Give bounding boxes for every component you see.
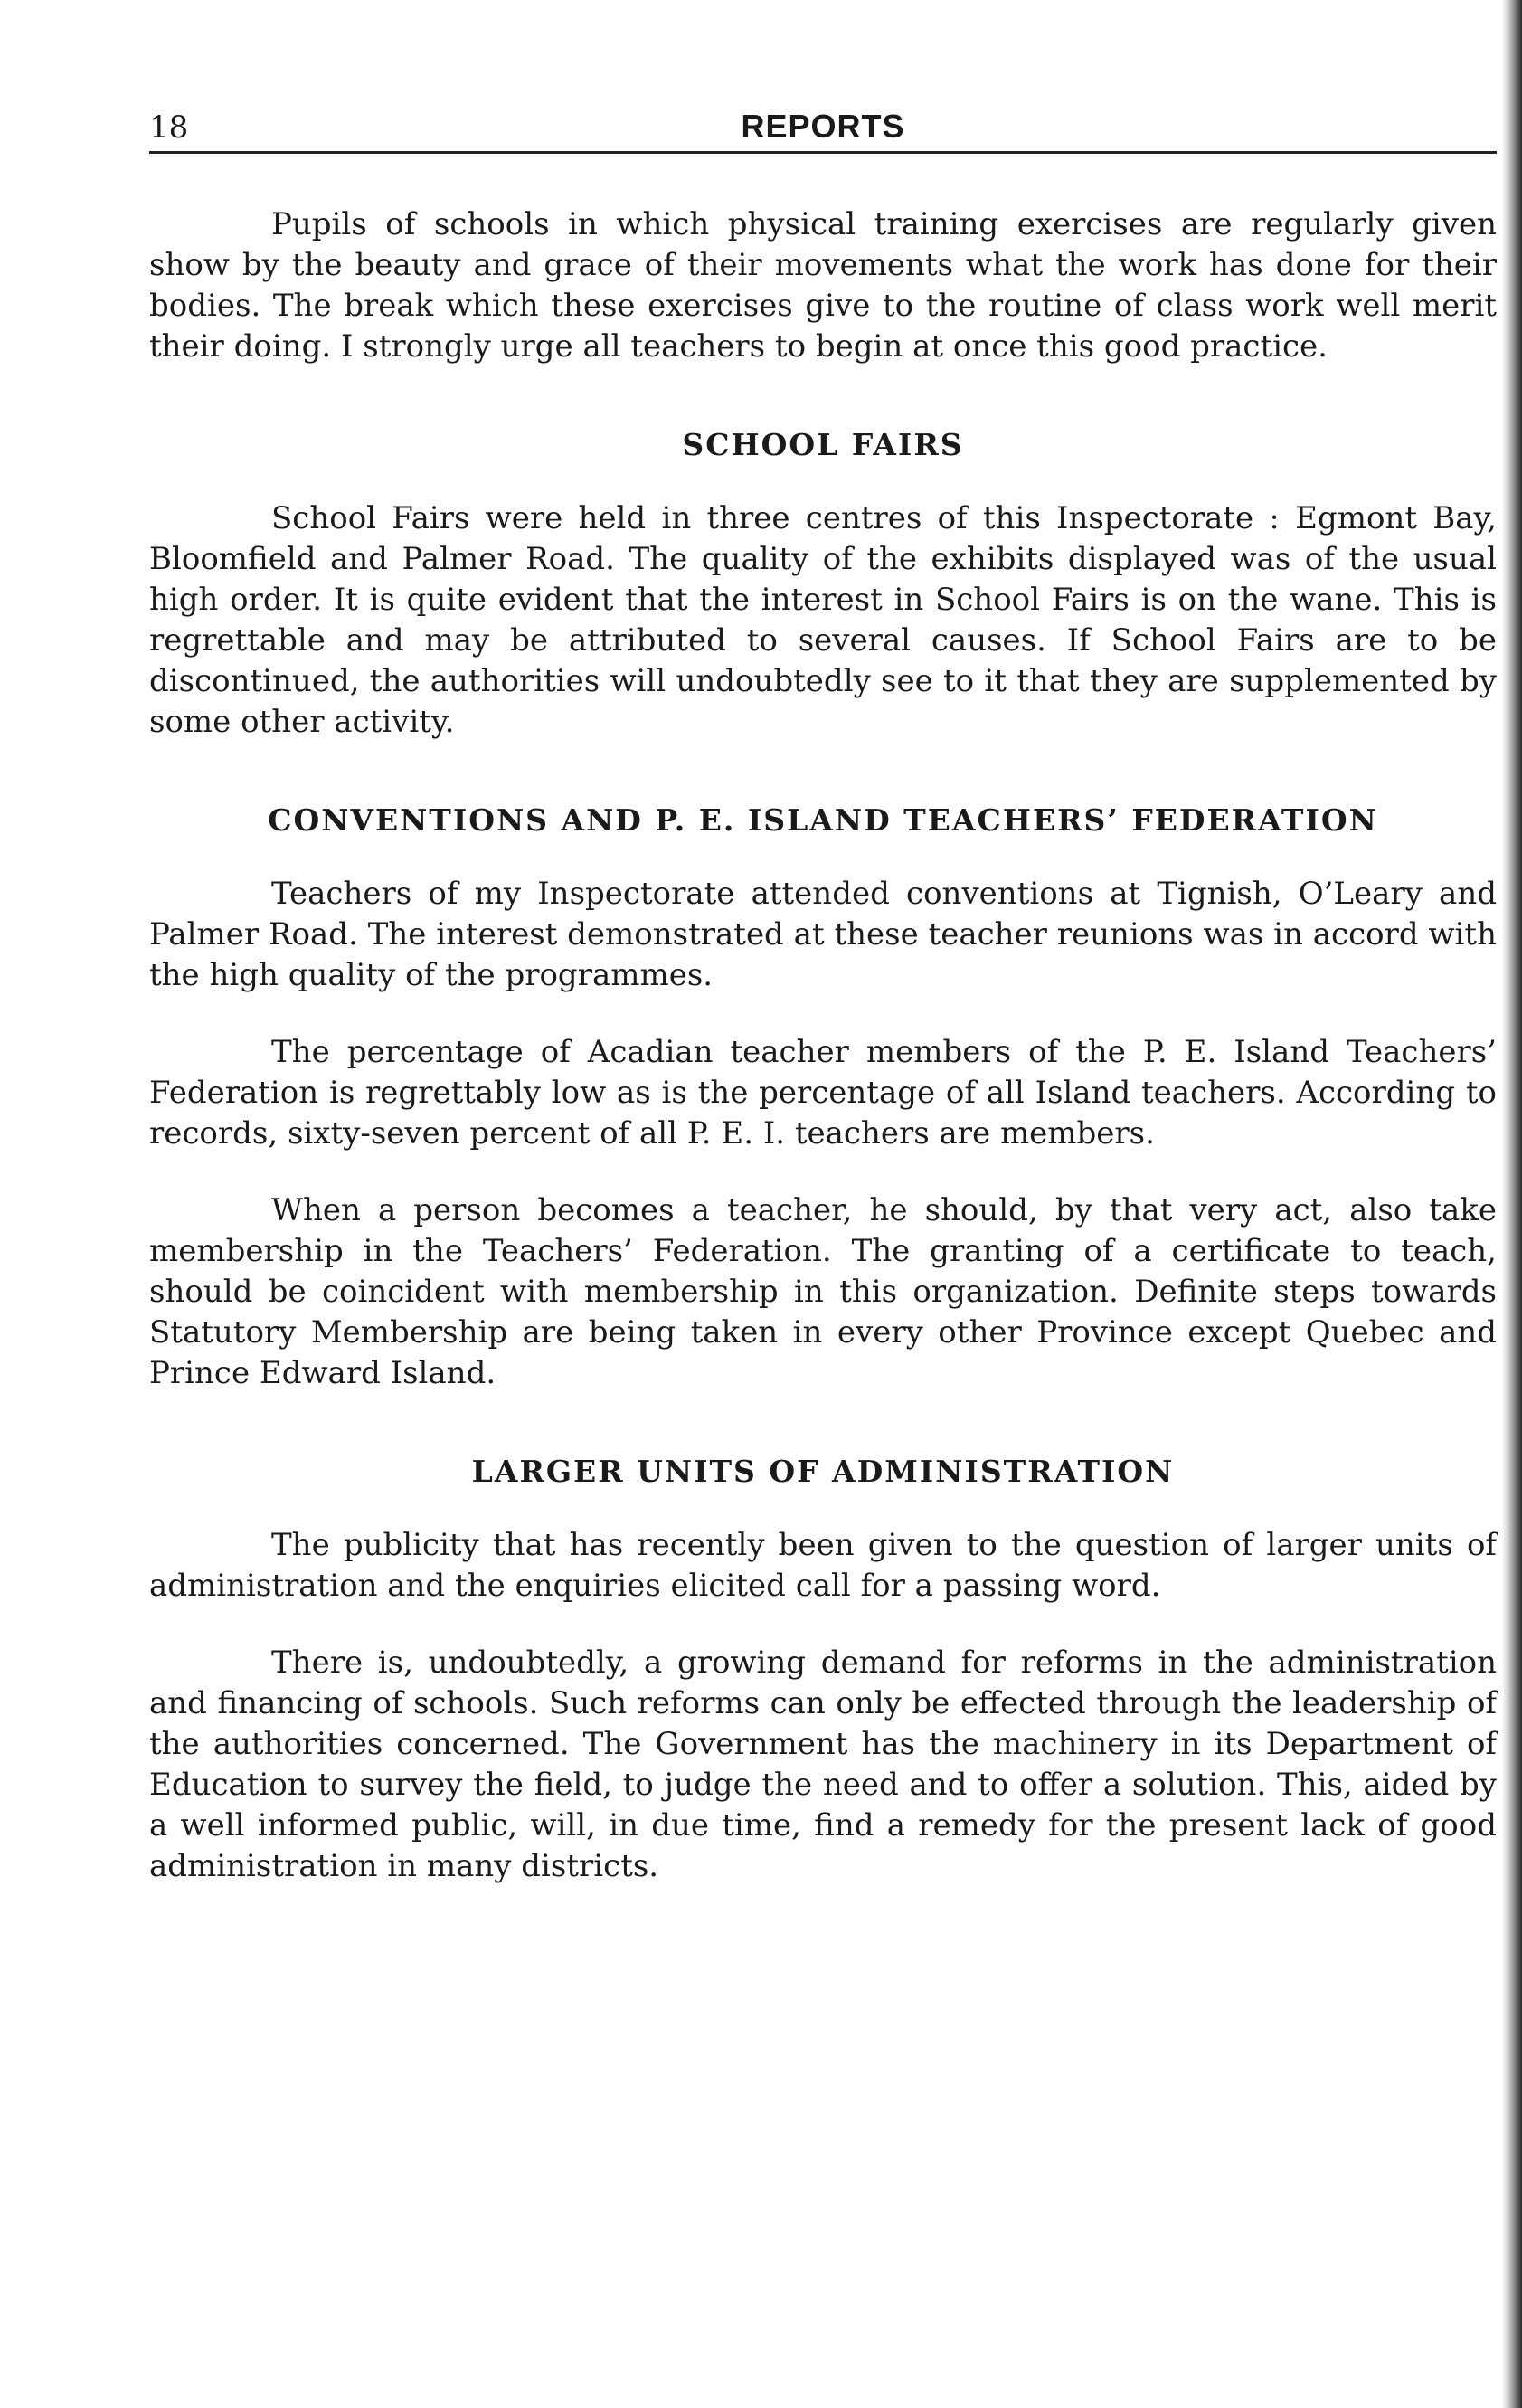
heading-conventions: CONVENTIONS AND P. E. ISLAND TEACHERS’ FEDERATION (268, 802, 1378, 838)
paragraph-acadian-membership: The percentage of Acadian teacher members of the P. E. Island Teachers’ Federation is regrettably low as is the percentage of all Island teachers. According to records, sixty-seven percent of all P. E. I. teachers are members. (149, 1034, 1497, 1152)
paragraph-statutory-membership: When a person becomes a teacher, he should, by that very act, also take membership in the Teachers’ Federation. The granting of a certificate to teach, should be coincident with membership in this organization. Definite steps towards Statutory Membership are being taken in every other Province except Quebec and Prince Edward Island. (149, 1192, 1497, 1391)
paragraph-reforms: There is, undoubtedly, a growing demand for reforms in the administration and financing of schools. Such reforms can only be effected through the leadership of the authorities concerned. The Government has the machinery in its Department of Education to survey the field, to judge the need and to offer a solution. This, aided by a well informed public, will, in due time, find a remedy for the present lack of good administration in many districts. (149, 1645, 1497, 1884)
paragraph-conventions: Teachers of my Inspectorate attended conventions at Tignish, O’Leary and Palmer Road. The interest demonstrated at these teacher reunions was in accord with the high quality of the programmes. (149, 876, 1497, 993)
running-head: REPORTS (741, 108, 905, 145)
page-number: 18 (149, 109, 189, 146)
document-page (149, 104, 1497, 1923)
paragraph-school-fairs: School Fairs were held in three centres of this Inspectorate : Egmont Bay, Bloomfield and Palmer Road. The quality of the exhibits displayed was of the usual high order. It is quite evident that the interest in School Fairs is on the wane. This is regrettable and may be attributed to several causes. If School Fairs are to be discontinued, the authorities will undoubtedly see to it that they are supplemented by some other activity. (149, 500, 1497, 740)
heading-school-fairs: SCHOOL FAIRS (682, 427, 964, 462)
page-edge-shadow (1502, 0, 1522, 2408)
paragraph-publicity: The publicity that has recently been given to the question of larger units of administration and the enquiries elicited call for a passing word. (149, 1527, 1497, 1604)
section-spacer (149, 403, 1497, 427)
section-spacer (149, 1430, 1497, 1454)
heading-larger-units: LARGER UNITS OF ADMINISTRATION (471, 1454, 1175, 1489)
paragraph-physical-training: Pupils of schools in which physical training exercises are regularly given show by the beauty and grace of their movements what the work has done for their bodies. The break which these exercises give to the routine of class work well merit their doing. I strongly urge all teachers to begin at once this good practice. (149, 206, 1497, 365)
section-spacer (149, 779, 1497, 802)
page-header (149, 104, 1497, 154)
